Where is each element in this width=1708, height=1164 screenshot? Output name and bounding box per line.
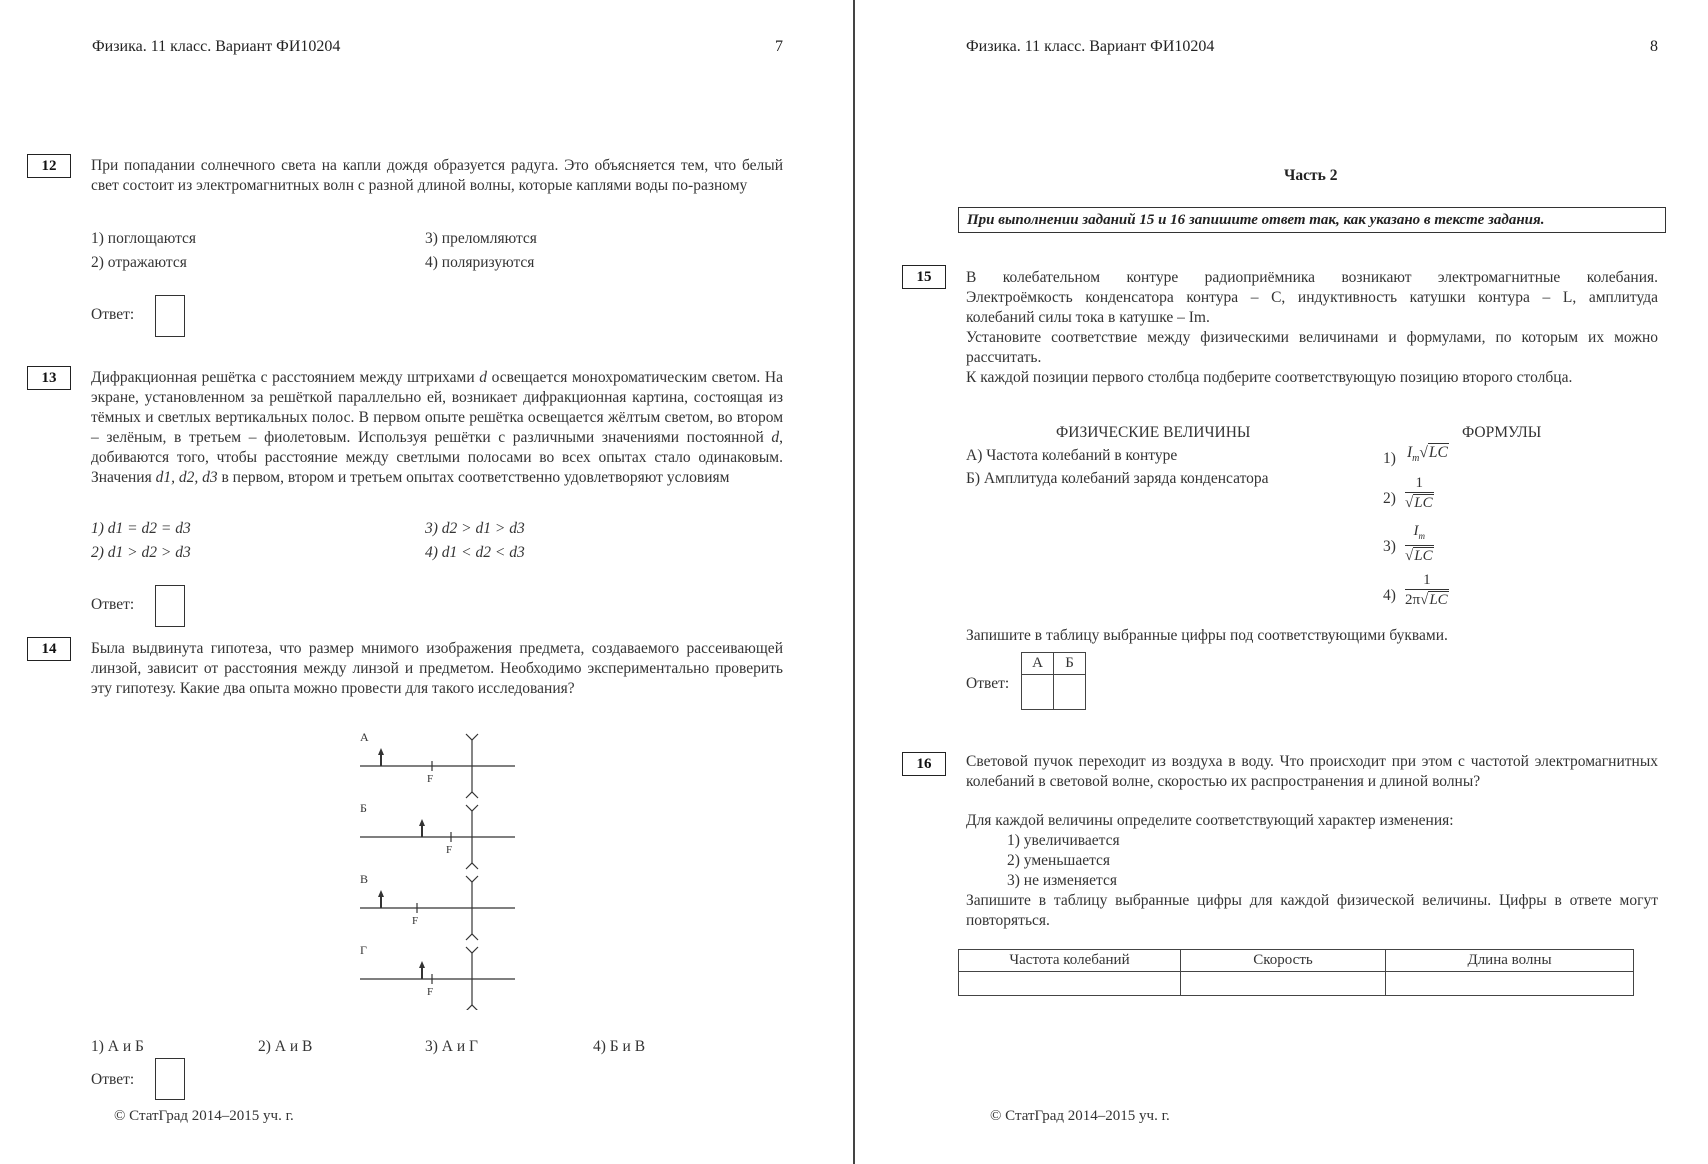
q13-option-2[interactable]: 2) d1 > d2 > d3 xyxy=(91,544,191,561)
q15-answer-label: Ответ: xyxy=(966,675,1010,692)
q12-answer-label: Ответ: xyxy=(91,306,135,323)
formula-2: $\frac{1}{√LC}$ xyxy=(1405,475,1433,511)
q15-table-header-b: Б xyxy=(1054,653,1086,675)
q14-option-4[interactable]: 4) Б и В xyxy=(593,1038,646,1055)
q15-answer-cell-a[interactable] xyxy=(1022,675,1054,710)
q15-line-2: Электроёмкость конденсатора контура – C, индуктивность катушки контура – L, амплитуда xyxy=(966,289,1658,306)
q14-option-2[interactable]: 2) А и В xyxy=(258,1038,313,1055)
question-number-14: 14 xyxy=(27,637,71,661)
q15-line-5: К каждой позиции первого столбца подберите соответствующую позицию второго столбца. xyxy=(966,369,1573,386)
focus-label-g: F xyxy=(427,986,434,998)
question-16-text: Световой пучок переходит из воздуха в воду. Что происходит при этом с частотой электромагнитных колебаний в световой волне, скоростью их распространения и длиной волны? xyxy=(966,753,1658,790)
q16-answer-cell-frequency[interactable] xyxy=(959,972,1181,996)
right-footer: © СтатГрад 2014–2015 уч. г. xyxy=(990,1108,1170,1124)
q14-option-3[interactable]: 3) А и Г xyxy=(425,1038,478,1055)
q13-option-3[interactable]: 3) d2 > d1 > d3 xyxy=(425,520,525,537)
q15-instruction: Запишите в таблицу выбранные цифры под соответствующими буквами. xyxy=(966,627,1448,644)
focus-label-a: F xyxy=(427,773,434,785)
focus-label-b: F xyxy=(446,844,453,856)
q16-answer-table xyxy=(958,949,1634,996)
part-notice: При выполнении заданий 15 и 16 запишите ответ так, как указано в тексте задания. xyxy=(958,207,1666,233)
focus-label-v: F xyxy=(412,915,419,927)
quantity-b: Б) Амплитуда колебаний заряда конденсатора xyxy=(966,470,1269,487)
diagram-b xyxy=(360,801,515,869)
q16-instruction-1: Для каждой величины определите соответствующий характер изменения: xyxy=(966,812,1454,829)
part-title: Часть 2 xyxy=(1284,167,1338,184)
q16-header-frequency: Частота колебаний xyxy=(959,950,1181,972)
q12-option-3[interactable]: 3) преломляются xyxy=(425,230,537,247)
diagram-label-a: А xyxy=(360,730,369,744)
q15-answer-cell-b[interactable] xyxy=(1054,675,1086,710)
q15-line-3: колебаний силы тока в катушке – Im. xyxy=(966,309,1210,326)
question-number-12: 12 xyxy=(27,154,71,178)
q16-answer-cell-wavelength[interactable] xyxy=(1386,972,1634,996)
formula-3: $\frac{I_m}{√LC}$ xyxy=(1405,523,1433,564)
col-header-formulas: ФОРМУЛЫ xyxy=(1462,424,1542,441)
q16-header-speed: Скорость xyxy=(1181,950,1386,972)
q16-change-1: 1) увеличивается xyxy=(1007,832,1120,849)
q15-line-4: Установите соответствие между физическими величинами и формулами, по которым их можно рассчитать. xyxy=(966,329,1658,366)
question-number-16: 16 xyxy=(902,752,946,776)
question-15-text xyxy=(966,268,1658,388)
q16-answer-cell-speed[interactable] xyxy=(1181,972,1386,996)
q14-answer-label: Ответ: xyxy=(91,1071,135,1088)
left-page-number: 7 xyxy=(775,38,783,55)
right-page-number: 8 xyxy=(1650,38,1658,55)
q12-option-1[interactable]: 1) поглощаются xyxy=(91,230,197,247)
formula-1: $I_m√LC$ xyxy=(1407,444,1448,465)
q13-option-4[interactable]: 4) d1 < d2 < d3 xyxy=(425,544,525,561)
formula-1-number: 1) xyxy=(1383,450,1396,467)
q16-instruction-2: Запишите в таблицу выбранные цифры для каждой физической величины. Цифры в ответе могут повторяться. xyxy=(966,892,1658,929)
q16-change-2: 2) уменьшается xyxy=(1007,852,1111,869)
q14-answer-box[interactable] xyxy=(155,1058,185,1100)
q15-table-header-a: А xyxy=(1022,653,1054,675)
col-header-quantities: ФИЗИЧЕСКИЕ ВЕЛИЧИНЫ xyxy=(1056,424,1251,441)
diagram-label-b: Б xyxy=(360,801,367,815)
lens-diagram xyxy=(355,730,520,1010)
q13-option-1[interactable]: 1) d1 = d2 = d3 xyxy=(91,520,191,537)
diagram-label-g: Г xyxy=(360,943,367,957)
formula-3-number: 3) xyxy=(1383,538,1396,555)
formula-2-number: 2) xyxy=(1383,490,1396,507)
diagram-label-v: В xyxy=(360,872,369,886)
question-12-text: При попадании солнечного света на капли дождя образуется радуга. Это объясняется тем, что белый свет состоит из электромагнитных волн с разной длиной волны, которые каплями воды по-разному xyxy=(91,157,783,194)
left-header-title: Физика. 11 класс. Вариант ФИ10204 xyxy=(92,38,341,55)
question-13-text: Дифракционная решётка с расстоянием между штрихами d освещается монохроматическим светом. На экране, установленном за решёткой параллельно ей, возникает дифракционная картина, состоящая из тёмных и светлых вертикальных полос. В первом опыте решётка освещается жёлтым светом, во втором – зелёным, в третьем – фиолетовым. Используя решётки с различными значениями постоянной d, добиваются того, чтобы расстояние между светлыми полосами во всех опытах стало одинаковым. Значения d1, d2, d3 в первом, втором и третьем опытах соответственно удовлетворяют условиям xyxy=(91,369,783,486)
q12-option-4[interactable]: 4) поляризуются xyxy=(425,254,535,271)
q15-line-1: В колебательном контуре радиоприёмника возникают электромагнитные колебания. xyxy=(966,269,1658,286)
q12-answer-box[interactable] xyxy=(155,295,185,337)
question-14-text: Была выдвинута гипотеза, что размер мнимого изображения предмета, создаваемого рассеивающей линзой, зависит от расстояния между линзой и предметом. Необходимо экспериментально проверить эту гипотезу. Какие два опыта можно провести для такого исследования? xyxy=(91,640,783,697)
q15-answer-table xyxy=(1021,652,1086,710)
quantity-a: А) Частота колебаний в контуре xyxy=(966,447,1178,464)
left-footer: © СтатГрад 2014–2015 уч. г. xyxy=(114,1108,294,1124)
question-number-13: 13 xyxy=(27,366,71,390)
page-divider xyxy=(853,0,855,1164)
q12-option-2[interactable]: 2) отражаются xyxy=(91,254,187,271)
q16-change-3: 3) не изменяется xyxy=(1007,872,1117,889)
right-header-title: Физика. 11 класс. Вариант ФИ10204 xyxy=(966,38,1215,55)
diagram-v xyxy=(360,872,515,940)
formula-4: $\frac{1}{2\pi√LC}$ xyxy=(1405,572,1448,608)
q14-option-1[interactable]: 1) А и Б xyxy=(91,1038,144,1055)
formula-4-number: 4) xyxy=(1383,587,1396,604)
diagram-g xyxy=(360,943,515,1010)
q13-answer-label: Ответ: xyxy=(91,596,135,613)
q16-header-wavelength: Длина волны xyxy=(1386,950,1634,972)
question-number-15: 15 xyxy=(902,265,946,289)
diagram-a xyxy=(360,730,515,798)
q13-answer-box[interactable] xyxy=(155,585,185,627)
